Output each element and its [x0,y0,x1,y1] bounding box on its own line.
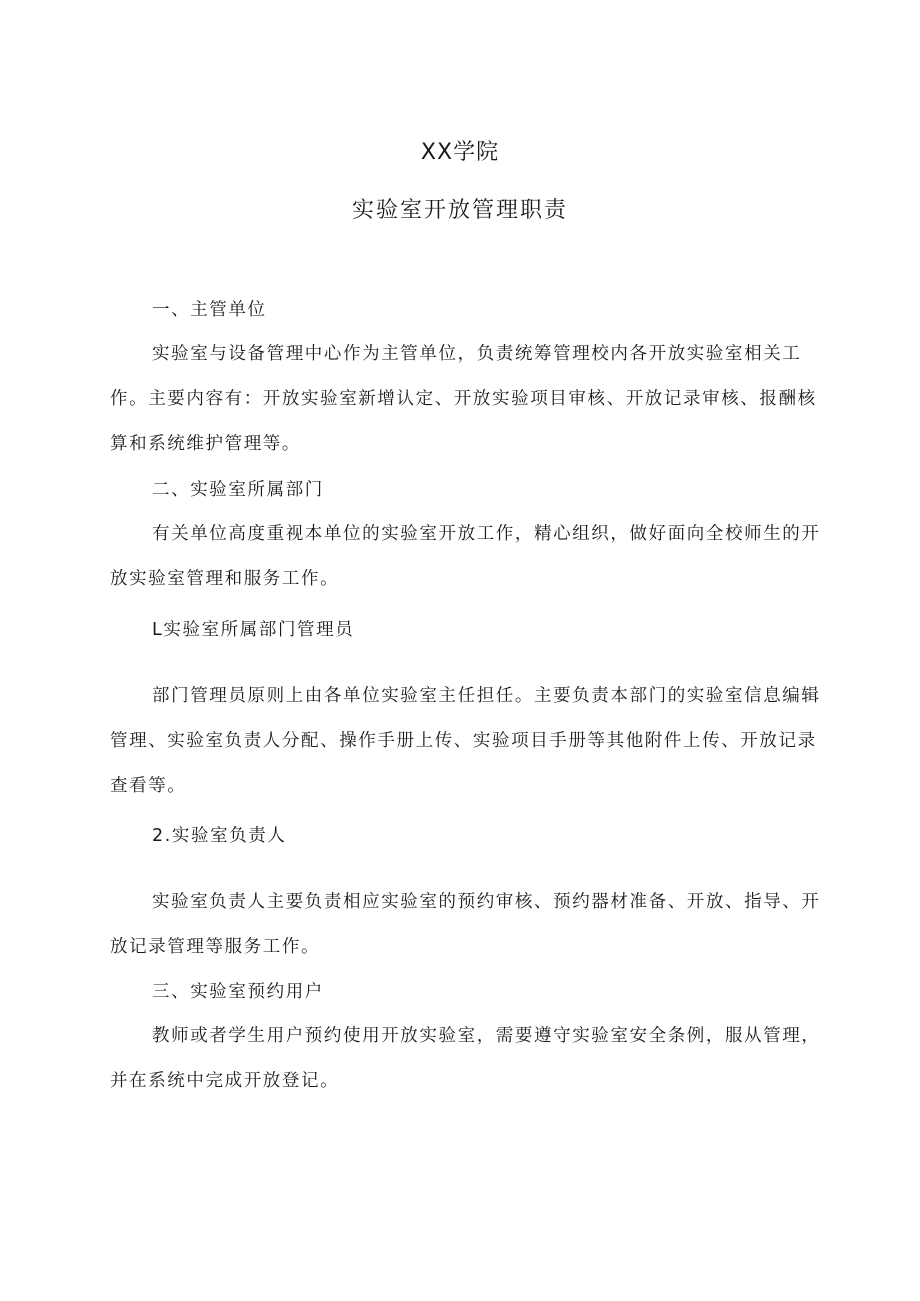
subsection-body-2-1: 部门管理员原则上由各单位实验室主任担任。主要负责本部门的实验室信息编辑管理、实验室负责人分配、操作手册上传、实验项目手册等其他附件上传、开放记录查看等。 [110,686,821,796]
document-title: XX学院 [420,140,500,165]
subsection-body-2-2: 实验室负责人主要负责相应实验室的预约审核、预约器材准备、开放、指导、开放记录管理等服务工作。 [110,892,821,957]
subsection-heading-2-1: L实验室所属部门管理员 [152,620,355,640]
section-body-3: 教师或者学生用户预约使用开放实验室，需要遵守实验室安全条例，服从管理，并在系统中完成开放登记。 [110,1026,821,1091]
section-body-2: 有关单位高度重视本单位的实验室开放工作，精心组织，做好面向全校师生的开放实验室管理和服务工作。 [110,524,821,589]
section-body-1: 实验室与设备管理中心作为主管单位，负责统筹管理校内各开放实验室相关工作。主要内容有：开放实验室新增认定、开放实验项目审核、开放记录审核、报酬核算和系统维护管理等。 [110,344,817,454]
section-heading-3: 三、实验室预约用户 [152,982,324,1002]
section-heading-2: 二、实验室所属部门 [152,480,324,500]
section-heading-1: 一、主管单位 [152,300,267,320]
document-subtitle: 实验室开放管理职责 [351,198,568,223]
subsection-heading-2-2: 2.实验室负责人 [152,826,287,846]
